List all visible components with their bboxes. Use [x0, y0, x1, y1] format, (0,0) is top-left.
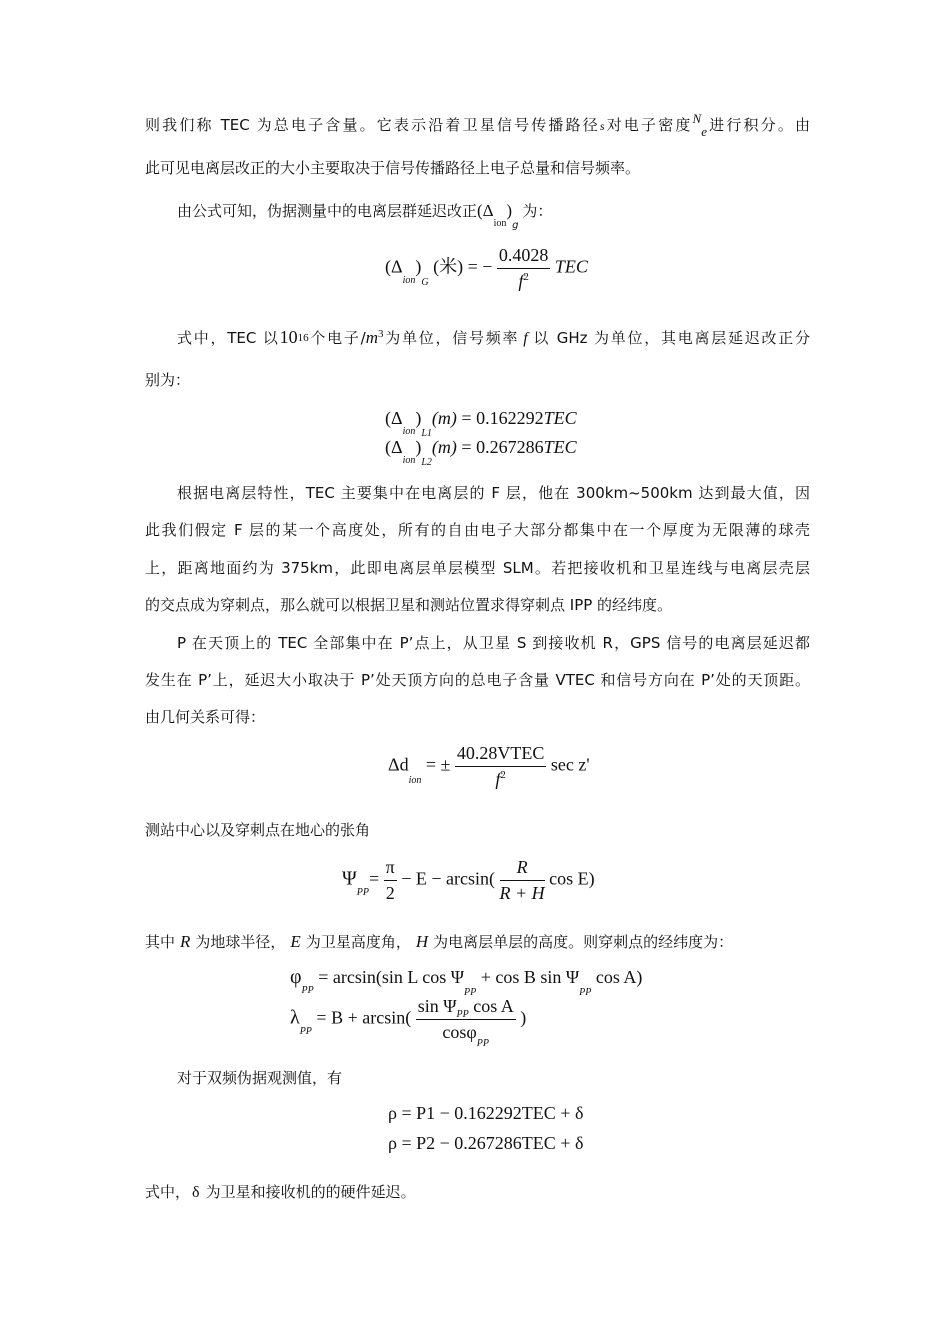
- paragraph-1-line-2: 此可见电离层改正的大小主要取决于信号传播路径上电子总量和信号频率。: [145, 159, 641, 177]
- equals-plusminus: = ±: [421, 754, 451, 775]
- paragraph-4-line-3: 上，距离地面约为 375km，此即电离层单层模型 SLM。若把接收机和卫星连线与电离层壳层: [145, 559, 810, 577]
- value: = 0.162292: [456, 408, 544, 428]
- denominator: [416, 1020, 516, 1049]
- paragraph-3-line-2: 别为：: [145, 371, 191, 389]
- paragraph-4-line-1: 根据电离层特性，TEC 主要集中在电离层的 F 层，他在 300km~500km 达到最大值，因: [177, 484, 810, 502]
- rhs-part: = B + arcsin(: [311, 1007, 412, 1028]
- subscript-ion: ion: [408, 774, 422, 786]
- subscript-PP: PP: [476, 1038, 490, 1049]
- symbol-e: e: [701, 124, 707, 139]
- symbol-s: s: [599, 119, 605, 133]
- text-segment: 为：: [522, 202, 553, 220]
- subscript-ion: ion: [402, 426, 416, 437]
- paragraph-6: 测站中心以及穿刺点在地心的张角: [145, 821, 371, 839]
- exponent: 2: [523, 271, 529, 283]
- paragraph-4-line-4: 的交点成为穿刺点，那么就可以根据卫星和测站位置求得穿刺点 IPP 的经纬度。: [145, 596, 673, 614]
- fraction: [497, 245, 551, 292]
- formula-L1-correction: [385, 408, 577, 439]
- exponent-3: 3: [377, 328, 384, 340]
- text-segment: 以 GHz 为单位，其电离层延迟改正分: [531, 329, 810, 347]
- subscript-PP: PP: [356, 886, 369, 898]
- delta-open: (Δ: [477, 201, 494, 220]
- lhs-open: (Δ: [385, 437, 403, 457]
- symbol-tec: TEC: [543, 437, 577, 457]
- lhs-close: ): [415, 256, 422, 277]
- unit-meters: (米) = −: [433, 256, 493, 277]
- text-segment: 其中: [145, 933, 176, 951]
- paragraph-8: 对于双频伪据观测值，有: [177, 1069, 343, 1087]
- rhs-part: + cos B sin Ψ: [476, 967, 580, 987]
- subscript-PP: PP: [464, 987, 477, 998]
- formula-central-angle: [342, 857, 595, 904]
- subscript-ion: ion: [402, 274, 416, 286]
- unit-m: (m): [431, 408, 457, 428]
- paragraph-7: [145, 930, 810, 954]
- paragraph-3-line-1: [177, 325, 810, 352]
- symbol-psi: Ψ: [342, 867, 357, 890]
- lhs-delta-d: Δd: [388, 754, 409, 775]
- paragraph-5-line-3: 由几何关系可得：: [145, 708, 266, 726]
- paragraph-9: [145, 1180, 810, 1205]
- symbol-delta: δ: [192, 1184, 200, 1201]
- text-segment: 式中，TEC 以: [177, 329, 280, 347]
- text-segment: 为卫星高度角，: [305, 933, 411, 951]
- text-segment: 为地球半径，: [195, 933, 286, 951]
- middle-term: − E − arcsin(: [401, 868, 496, 889]
- delta-close: ): [506, 201, 513, 220]
- denominator-2: 2: [385, 883, 395, 903]
- numerator: 40.28VTEC: [455, 743, 547, 767]
- denominator-R-plus-H: R + H: [499, 883, 545, 903]
- fraction-pi-over-2: [384, 857, 397, 904]
- unit-m: (m): [431, 437, 457, 457]
- subscript-ion: ion: [493, 218, 507, 229]
- subscript-L2: L2: [421, 457, 432, 468]
- symbol-m: m: [365, 328, 378, 347]
- symbol-lambda: λ: [290, 1006, 300, 1029]
- close-paren: ): [520, 1007, 527, 1028]
- subscript-ion: ion: [402, 455, 416, 466]
- symbol-f: f: [518, 271, 524, 291]
- rhs-part: cos A): [591, 967, 643, 987]
- symbol-phi: φ: [290, 966, 302, 988]
- subscript-G: G: [421, 276, 429, 288]
- symbol-f: f: [495, 769, 501, 789]
- formula-latitude: [290, 966, 643, 998]
- symbol-N: N: [692, 111, 702, 126]
- subscript-PP: PP: [579, 987, 592, 998]
- subscript-PP: PP: [299, 1025, 312, 1037]
- paragraph-1-line-1: [145, 113, 810, 138]
- formula-longitude: [290, 996, 527, 1049]
- exponent: 2: [500, 769, 506, 781]
- text-segment: 则我们称 TEC 为总电子含量。它表示沿着卫星信号传播路径: [145, 116, 600, 134]
- text-segment: 为单位，信号频率: [383, 329, 520, 347]
- formula-ionospheric-delay: [385, 245, 588, 292]
- denominator: [497, 269, 551, 292]
- paragraph-5-line-2: 发生在 P’上，延迟大小取决于 P’处天顶方向的总电子含量 VTEC 和信号方向在 P’处的天顶距。: [145, 671, 810, 689]
- text-segment: 进行积分。由: [707, 116, 810, 134]
- lhs-open: (Δ: [385, 408, 403, 428]
- numerator: [416, 996, 516, 1020]
- text-segment: 由公式可知，伪据测量中的电离层群延迟改正: [177, 202, 478, 220]
- symbol-H: H: [415, 932, 429, 951]
- paragraph-5-line-1: P 在天顶上的 TEC 全部集中在 P’点上，从卫星 S 到接收机 R，GPS 信号的电离层延迟都: [177, 634, 810, 652]
- subscript-PP: PP: [301, 985, 314, 996]
- lhs-open: (Δ: [385, 256, 403, 277]
- base-10: 10: [279, 327, 298, 347]
- text-segment: 式中，: [145, 1183, 191, 1201]
- text-segment: 个电子/: [308, 329, 366, 347]
- fraction: [455, 743, 547, 790]
- formula-rho-p1: ρ = P1 − 0.162292TEC + δ: [388, 1103, 584, 1123]
- formula-rho-p2: ρ = P2 − 0.267286TEC + δ: [388, 1133, 584, 1153]
- text-segment: 为卫星和接收机的的硬件延迟。: [205, 1183, 416, 1201]
- symbol-R: R: [180, 932, 191, 951]
- formula-L2-correction: [385, 437, 577, 468]
- formula-delay-vtec: [388, 743, 590, 790]
- numerator-cos-a: cos A: [468, 996, 514, 1016]
- denominator-cos-phi: cosφ: [442, 1022, 477, 1042]
- symbol-f: f: [523, 330, 528, 347]
- text-segment: 对电子密度: [604, 116, 693, 134]
- paragraph-4-line-2: 此我们假定 F 层的某一个高度处，所有的自由电子大部分都集中在一个厚度为无限薄的球壳: [145, 521, 810, 539]
- rhs-part: = arcsin(sin L cos Ψ: [313, 967, 464, 987]
- exponent-16: 16: [297, 332, 309, 344]
- cos-term: cos E): [549, 868, 595, 889]
- symbol-tec: TEC: [554, 256, 588, 277]
- symbol-tec: TEC: [543, 408, 577, 428]
- secant-term: sec z': [550, 754, 590, 775]
- denominator: [455, 767, 547, 790]
- fraction: [416, 996, 516, 1049]
- lhs-close: ): [415, 437, 422, 457]
- subscript-L1: L1: [421, 428, 432, 439]
- paragraph-2: [177, 199, 810, 231]
- fraction-r-over-rh: [500, 857, 545, 904]
- value: = 0.267286: [456, 437, 544, 457]
- subscript-PP: PP: [456, 1009, 469, 1020]
- numerator-pi: π: [384, 857, 397, 881]
- equals: =: [368, 868, 380, 889]
- numerator-R: R: [500, 857, 545, 881]
- lhs-close: ): [415, 408, 422, 428]
- subscript-g: g: [512, 220, 519, 231]
- text-segment: 为电离层单层的高度。则穿刺点的经纬度为：: [433, 933, 734, 951]
- symbol-E: E: [290, 932, 301, 951]
- numerator-sin-psi: sin Ψ: [417, 996, 457, 1016]
- numerator: 0.4028: [497, 245, 551, 269]
